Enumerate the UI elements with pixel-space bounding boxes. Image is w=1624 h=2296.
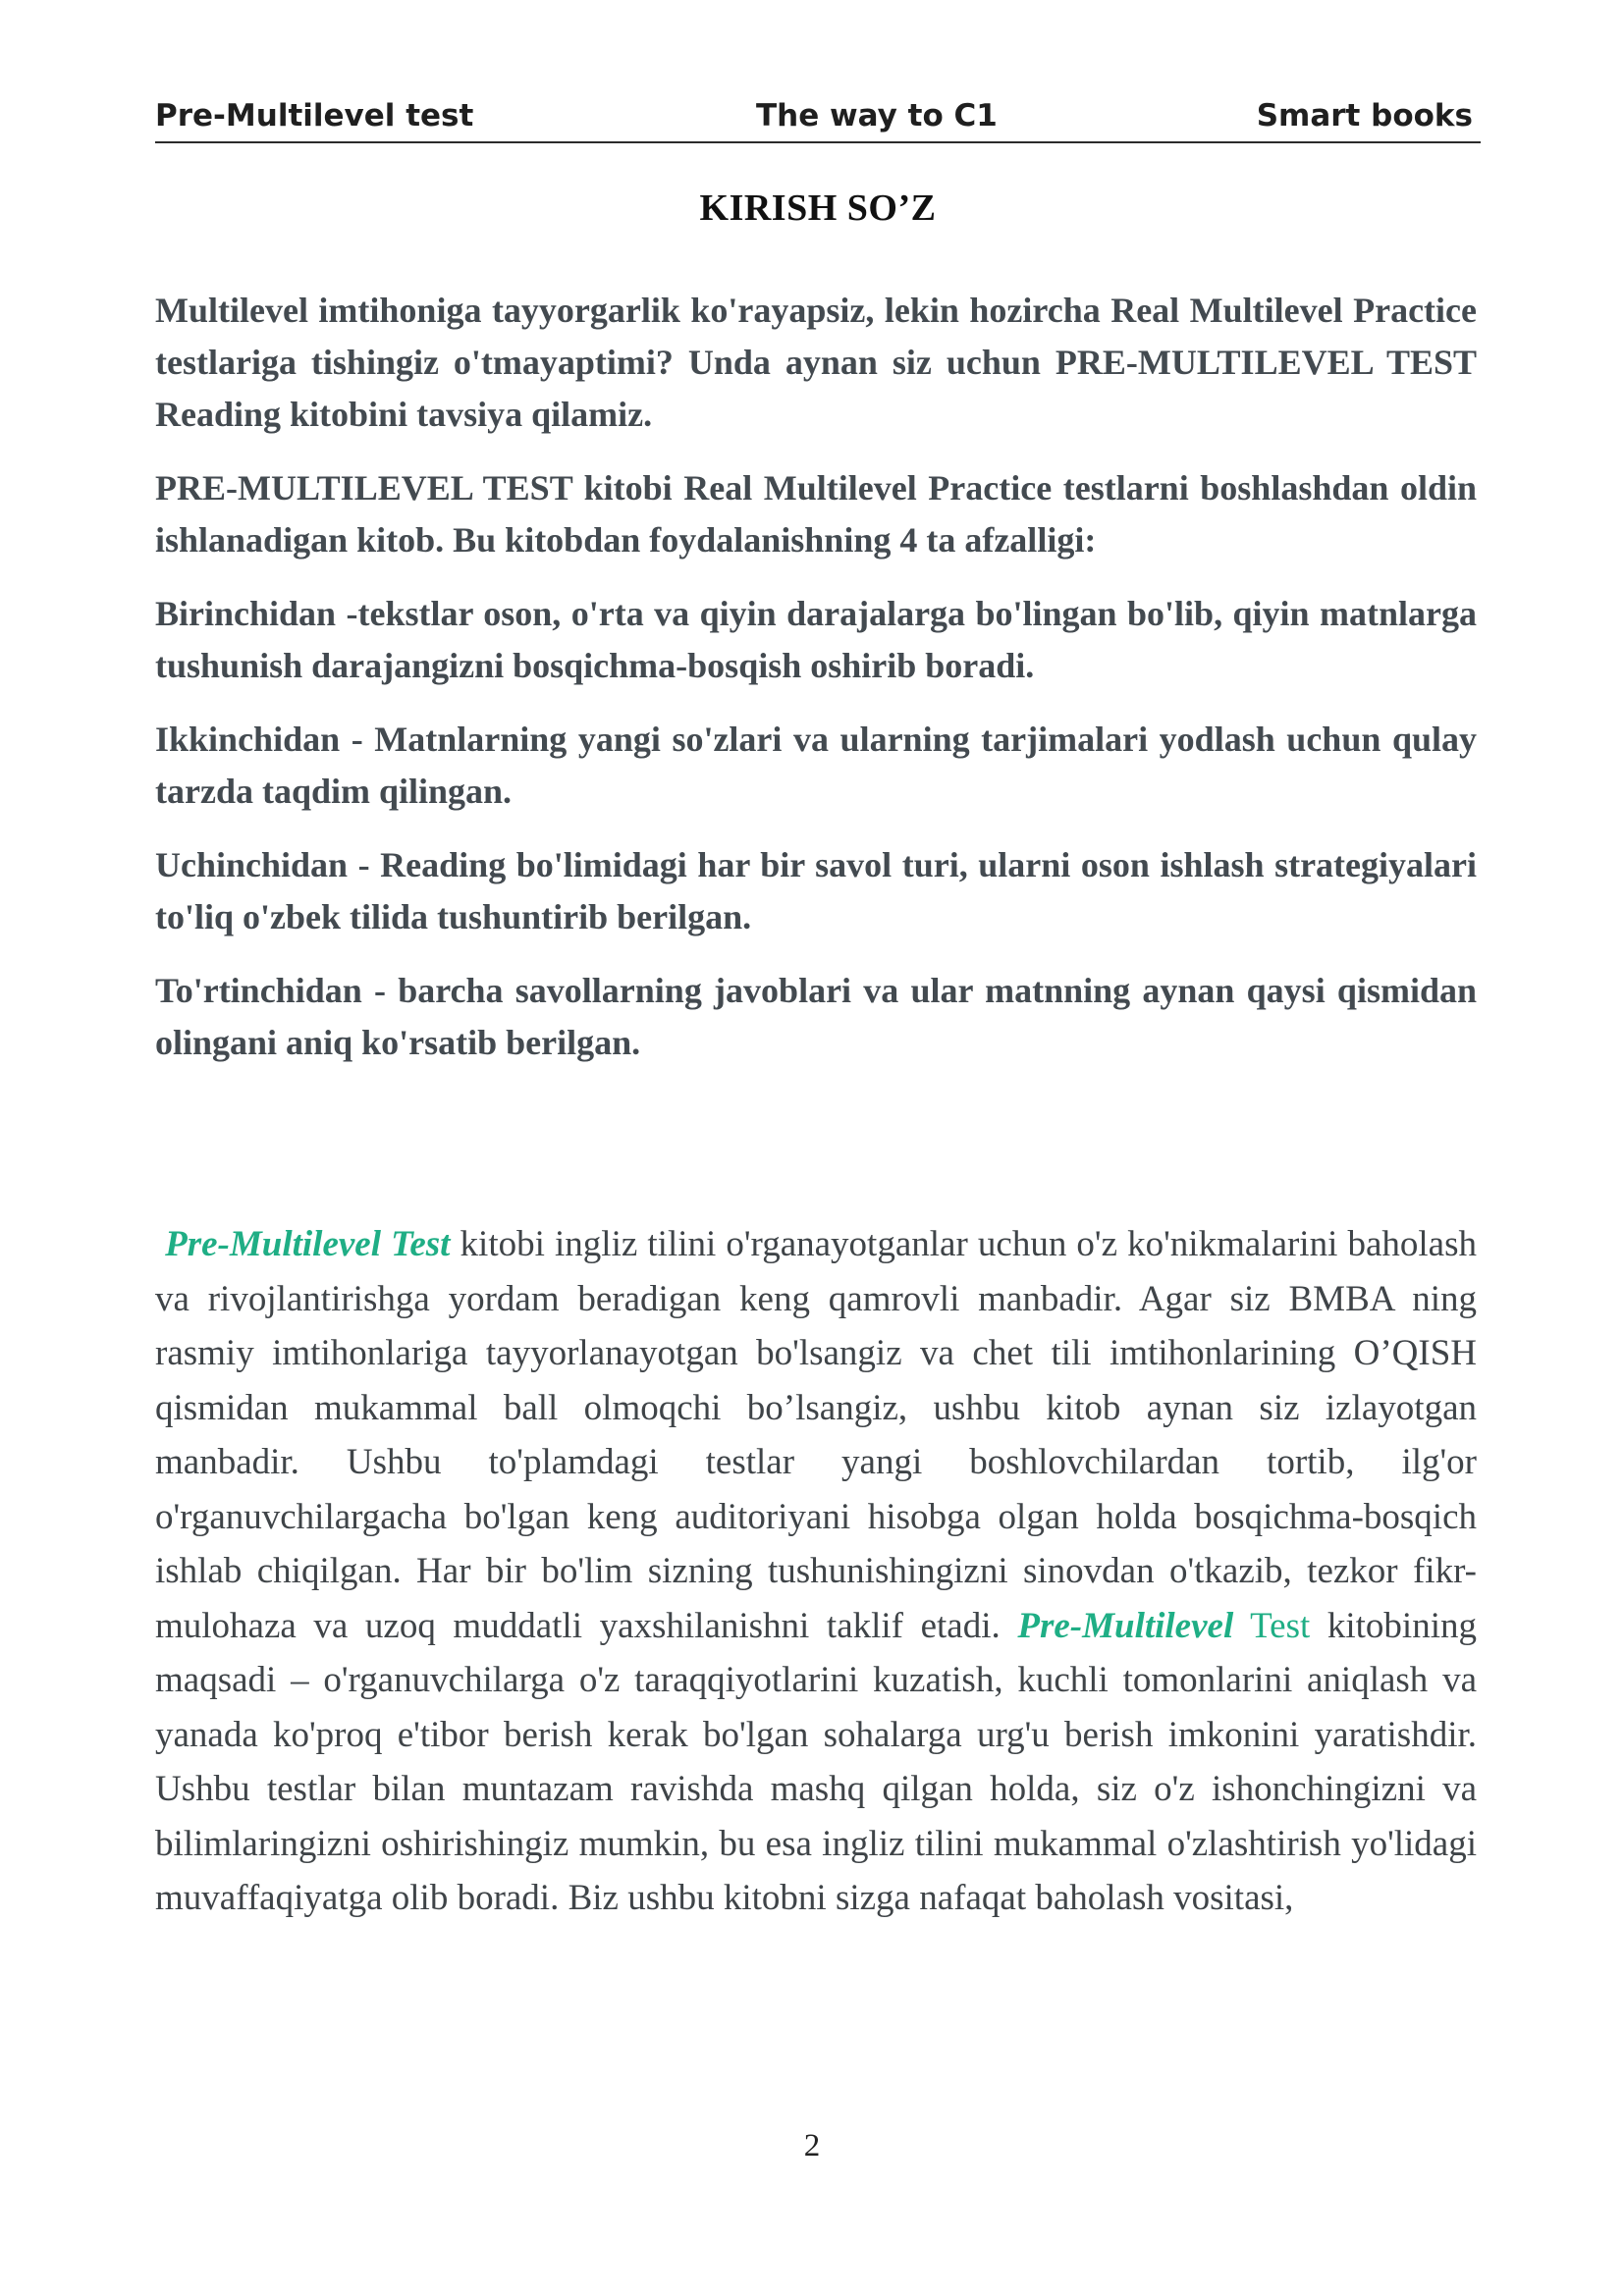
body-text-segment: kitobining maqsadi – o'rganuvchilarga o'z taraqqiyotlarini kuzatish, kuchli tomonlarini aniqlash va yanada ko'proq e'tibor berish kerak bo'lgan sohalarga urg'u berish imkonini yaratishdir. Ushbu testlar bilan muntazam ravishda mashq qilgan holda, siz o'z ishonchingizni va bilimlaringizni oshirishingiz mumkin, bu esa ingliz tilini mukammal o'zlashtirish yo'lidagi muvaffaqiyatga olib boradi. Biz ushbu kitobni sizga nafaqat baholash vositasi, [155, 1605, 1477, 1918]
book-title-accent: Pre-Multilevel [1017, 1605, 1234, 1646]
book-title-accent: Test [1250, 1605, 1311, 1646]
book-title-accent: Pre-Multilevel Test [165, 1224, 451, 1264]
intro-paragraph: To'rtinchidan - barcha savollarning javoblari va ular matnning aynan qaysi qismidan olingani aniq ko'rsatib berilgan. [155, 971, 1477, 1062]
body-text-segment: kitobi ingliz tilini o'rganayotganlar uchun o'z ko'nikmalarini baholash va rivojlantirishga yordam beradigan keng qamrovli manbadir. Agar siz BMBA ning rasmiy imtihonlariga tayyorlanayotgan bo'lsangiz va chet tili imtihonlarining O’QISH qismidan mukammal ball olmoqchi bo’lsangiz, ushbu kitob aynan siz izlayotgan manbadir. Ushbu to'plamdagi testlar yangi boshlovchilardan tortib, ilg'or o'rganuvchilargacha bo'lgan keng auditoriyani hisobga olgan holda bosqichma-bosqich ishlab chiqilgan. Har bir bo'lim sizning tushunishingizni sinovdan o'tkazib, tezkor fikr-mulohaza va uzoq muddatli yaxshilanishni taklif etadi. [155, 1224, 1478, 1646]
intro-paragraph: Ikkinchidan - Matnlarning yangi so'zlari va ularning tarjimalari yodlash uchun qulay tarzda taqdim qilingan. [155, 720, 1477, 811]
intro-paragraph: Uchinchidan - Reading bo'limidagi har bir savol turi, ularni oson ishlash strategiyalari to'liq o'zbek tilida tushuntirib berilgan. [155, 845, 1477, 936]
intro-paragraph: Birinchidan -tekstlar oson, o'rta va qiyin darajalarga bo'lingan bo'lib, qiyin matnlarga tushunish darajangizni bosqichma-bosqish oshirib boradi. [155, 594, 1477, 685]
intro-paragraph: Multilevel imtihoniga tayyorgarlik ko'rayapsiz, lekin hozircha Real Multilevel Practice testlariga tishingiz o'tmayaptimi? Unda aynan siz uchun PRE-MULTILEVEL TEST Reading kitobini tavsiya qilamiz. [155, 291, 1477, 434]
intro-paragraph: PRE-MULTILEVEL TEST kitobi Real Multilevel Practice testlarni boshlashdan oldin ishlanadigan kitob. Bu kitobdan foydalanishning 4 ta afzalligi: [155, 468, 1477, 560]
header-center-title: The way to C1 [756, 98, 998, 133]
header-right-title: Smart books [1256, 98, 1473, 133]
page-number: 2 [803, 2128, 821, 2163]
intro-section [155, 285, 1477, 1091]
header-left-title: Pre-Multilevel test [155, 98, 474, 133]
page-header [155, 96, 1481, 143]
body-paragraph [155, 1217, 1477, 1926]
page-title: KIRISH SO’Z [699, 187, 937, 229]
